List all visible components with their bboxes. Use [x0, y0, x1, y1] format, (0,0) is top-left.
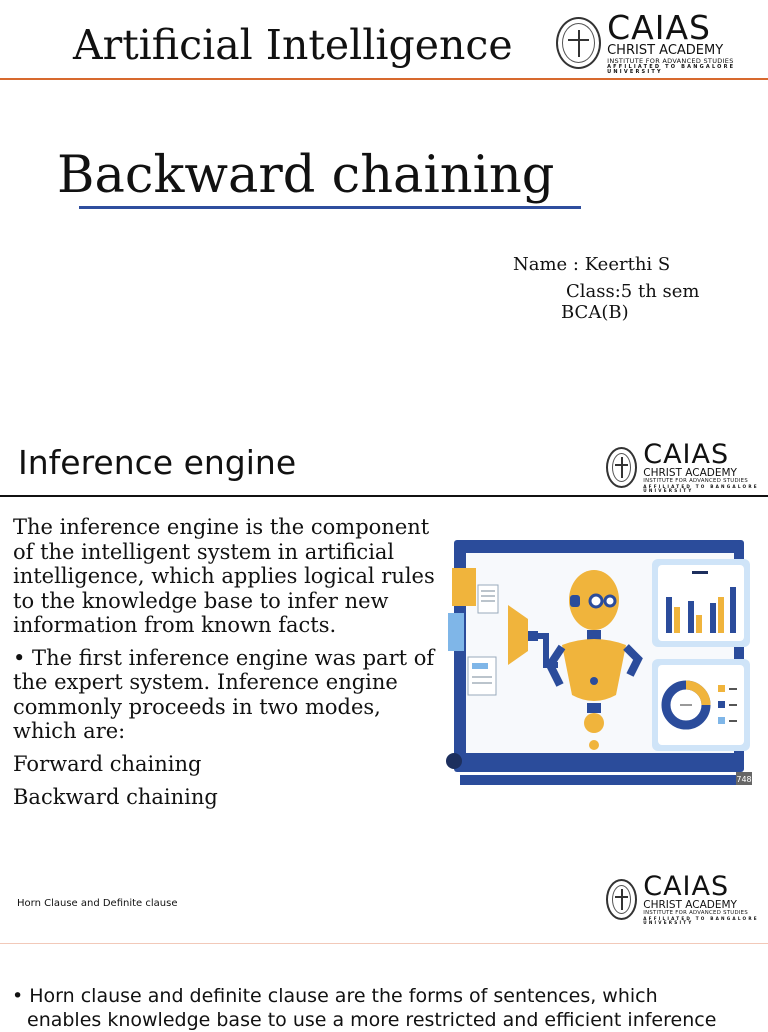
- paragraph-definition: [13, 515, 453, 638]
- slide3-body: [12, 984, 762, 1032]
- slide1-heading: Backward chaining: [57, 146, 555, 205]
- text-line: The inference engine is the component: [13, 515, 430, 539]
- ai-robot-illustration: [446, 535, 752, 787]
- caias-logo: [606, 441, 768, 494]
- caias-logo: [606, 873, 768, 926]
- logo-line1: CHRIST ACADEMY: [643, 899, 737, 911]
- slide2-header-divider: [0, 495, 768, 497]
- document-icon: [448, 613, 464, 651]
- slide3-header-divider: [0, 943, 768, 944]
- logo-brand: CAIAS: [607, 8, 711, 47]
- christ-academy-seal-icon: [556, 17, 601, 69]
- bullet-line: • Horn clause and definite clause are the forms of sentences, which: [12, 985, 658, 1007]
- slide2-title: Inference engine: [18, 443, 297, 482]
- author-class-section: BCA(B): [561, 302, 629, 323]
- author-name: Name : Keerthi S: [513, 254, 671, 275]
- text-line: which are:: [13, 719, 126, 743]
- logo-brand: CAIAS: [643, 439, 730, 470]
- author-class: Class:5 th sem: [566, 281, 700, 302]
- donut-chart-panel: [652, 659, 750, 751]
- paragraph-bullet: [13, 646, 453, 744]
- logo-line2: INSTITUTE FOR ADVANCED STUDIES: [643, 910, 748, 917]
- logo-line2: INSTITUTE FOR ADVANCED STUDIES: [607, 56, 734, 65]
- image-tag-text: 748: [736, 775, 752, 784]
- slide1-header-divider: [0, 78, 768, 80]
- text-line: of the intelligent system in artificial: [13, 539, 395, 564]
- logo-line3: AFFILIATED TO BANGALORE UNIVERSITY: [643, 915, 759, 926]
- text-line: the expert system. Inference engine: [13, 670, 398, 694]
- text-line: • The first inference engine was part of: [13, 645, 435, 670]
- logo-line3: AFFILIATED TO BANGALORE UNIVERSITY: [643, 483, 759, 494]
- logo-brand: CAIAS: [643, 871, 730, 902]
- christ-academy-seal-icon: [606, 447, 637, 488]
- mode-backward-chaining: Backward chaining: [13, 785, 218, 809]
- corner-dot: [446, 753, 462, 769]
- slide2-body: [13, 515, 453, 819]
- text-line: intelligence, which applies logical rules: [13, 564, 435, 588]
- mode-forward-chaining: Forward chaining: [13, 751, 202, 776]
- slide1-title: Artificial Intelligence: [73, 21, 513, 69]
- document-icon: [478, 585, 498, 613]
- monitor-base: [460, 775, 742, 785]
- bar-chart-panel: [652, 559, 750, 647]
- document-icon: [452, 568, 476, 606]
- text-line: to the knowledge base to infer new: [13, 588, 389, 613]
- text-line: information from known facts.: [13, 613, 337, 637]
- logo-line2: INSTITUTE FOR ADVANCED STUDIES: [643, 478, 748, 485]
- christ-academy-seal-icon: [606, 879, 637, 920]
- caias-logo: [556, 8, 768, 76]
- logo-line1: CHRIST ACADEMY: [643, 467, 737, 479]
- heading-underline: [79, 206, 581, 209]
- slide3-title: Horn Clause and Definite clause: [17, 898, 178, 909]
- bullet-line: enables knowledge base to use a more restricted and efficient inference: [27, 1009, 717, 1031]
- document-icon: [468, 657, 496, 695]
- logo-line3: AFFILIATED TO BANGALORE UNIVERSITY: [607, 63, 736, 76]
- text-line: commonly proceeds in two modes,: [13, 694, 381, 719]
- logo-line1: CHRIST ACADEMY: [607, 43, 724, 58]
